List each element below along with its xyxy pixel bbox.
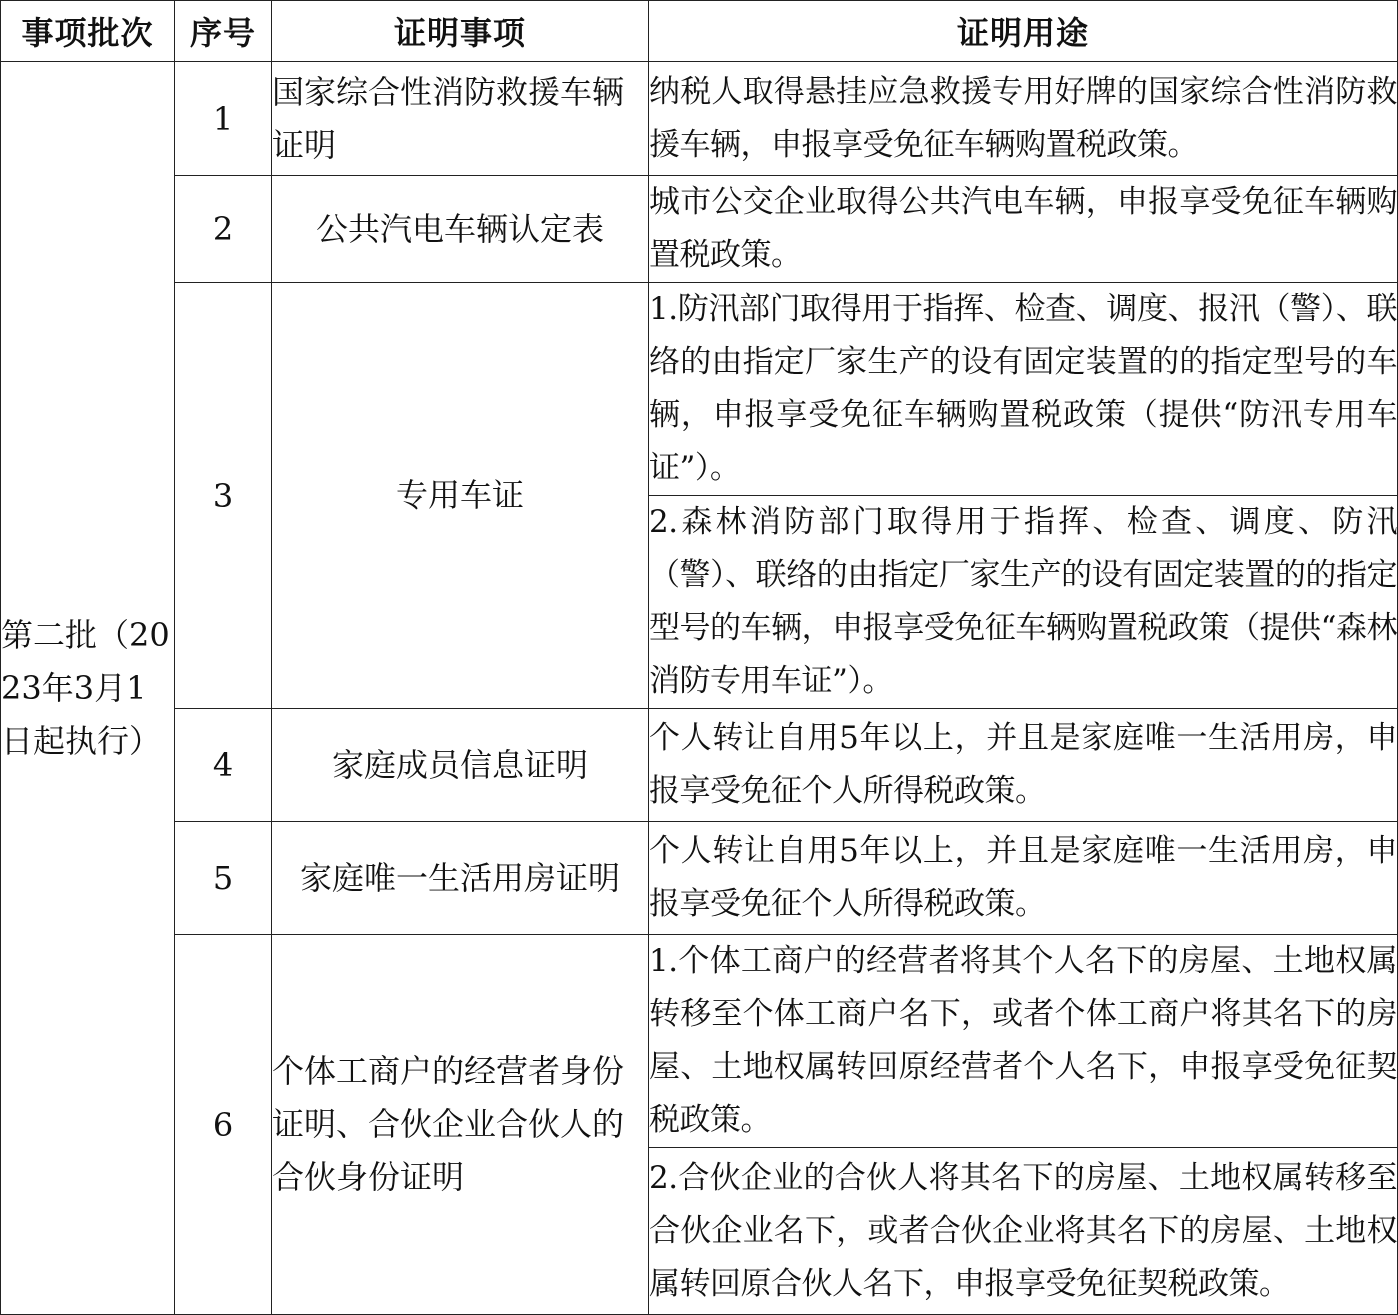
batch-cell: 第二批（2023年3月1日起执行） (1, 62, 175, 1315)
header-row (1, 1, 1398, 62)
use-cell: 个人转让自用5年以上，并且是家庭唯一生活用房，申报享受免征个人所得税政策。 (649, 709, 1398, 822)
table-row (1, 822, 1398, 935)
table-row (1, 709, 1398, 822)
seq-cell: 4 (175, 709, 272, 822)
use-cell: 1.个体工商户的经营者将其个人名下的房屋、土地权属转移至个体工商户名下，或者个体工商户将其名下的房屋、土地权属转回原经营者个人名下，申报享受免征契税政策。 (649, 935, 1398, 1148)
seq-cell: 1 (175, 62, 272, 176)
use-cell: 2.合伙企业的合伙人将其名下的房屋、土地权属转移至合伙企业名下，或者合伙企业将其名下的房屋、土地权属转回原合伙人名下，申报享受免征契税政策。 (649, 1148, 1398, 1315)
header-seq: 序号 (175, 1, 272, 62)
seq-cell: 5 (175, 822, 272, 935)
item-cell: 家庭成员信息证明 (272, 709, 649, 822)
use-cell: 个人转让自用5年以上，并且是家庭唯一生活用房，申报享受免征个人所得税政策。 (649, 822, 1398, 935)
seq-cell: 3 (175, 283, 272, 709)
use-cell: 2.森林消防部门取得用于指挥、检查、调度、防汛（警）、联络的由指定厂家生产的设有固定装置的的指定型号的车辆，申报享受免征车辆购置税政策（提供“森林消防专用车证”）。 (649, 496, 1398, 709)
item-cell: 国家综合性消防救援车辆证明 (272, 62, 649, 176)
use-cell: 纳税人取得悬挂应急救援专用好牌的国家综合性消防救援车辆，申报享受免征车辆购置税政策。 (649, 62, 1398, 176)
seq-cell: 6 (175, 935, 272, 1315)
use-cell: 1.防汛部门取得用于指挥、检查、调度、报汛（警）、联络的由指定厂家生产的设有固定装置的的指定型号的车辆，申报享受免征车辆购置税政策（提供“防汛专用车证”）。 (649, 283, 1398, 496)
use-cell: 城市公交企业取得公共汽电车辆，申报享受免征车辆购置税政策。 (649, 176, 1398, 283)
item-cell: 家庭唯一生活用房证明 (272, 822, 649, 935)
item-cell: 公共汽电车辆认定表 (272, 176, 649, 283)
header-batch: 事项批次 (1, 1, 175, 62)
item-cell: 个体工商户的经营者身份证明、合伙企业合伙人的合伙身份证明 (272, 935, 649, 1315)
table-row (1, 62, 1398, 176)
table-row (1, 935, 1398, 1148)
item-cell: 专用车证 (272, 283, 649, 709)
seq-cell: 2 (175, 176, 272, 283)
table-row (1, 176, 1398, 283)
header-use: 证明用途 (649, 1, 1398, 62)
table-row (1, 283, 1398, 496)
header-item: 证明事项 (272, 1, 649, 62)
